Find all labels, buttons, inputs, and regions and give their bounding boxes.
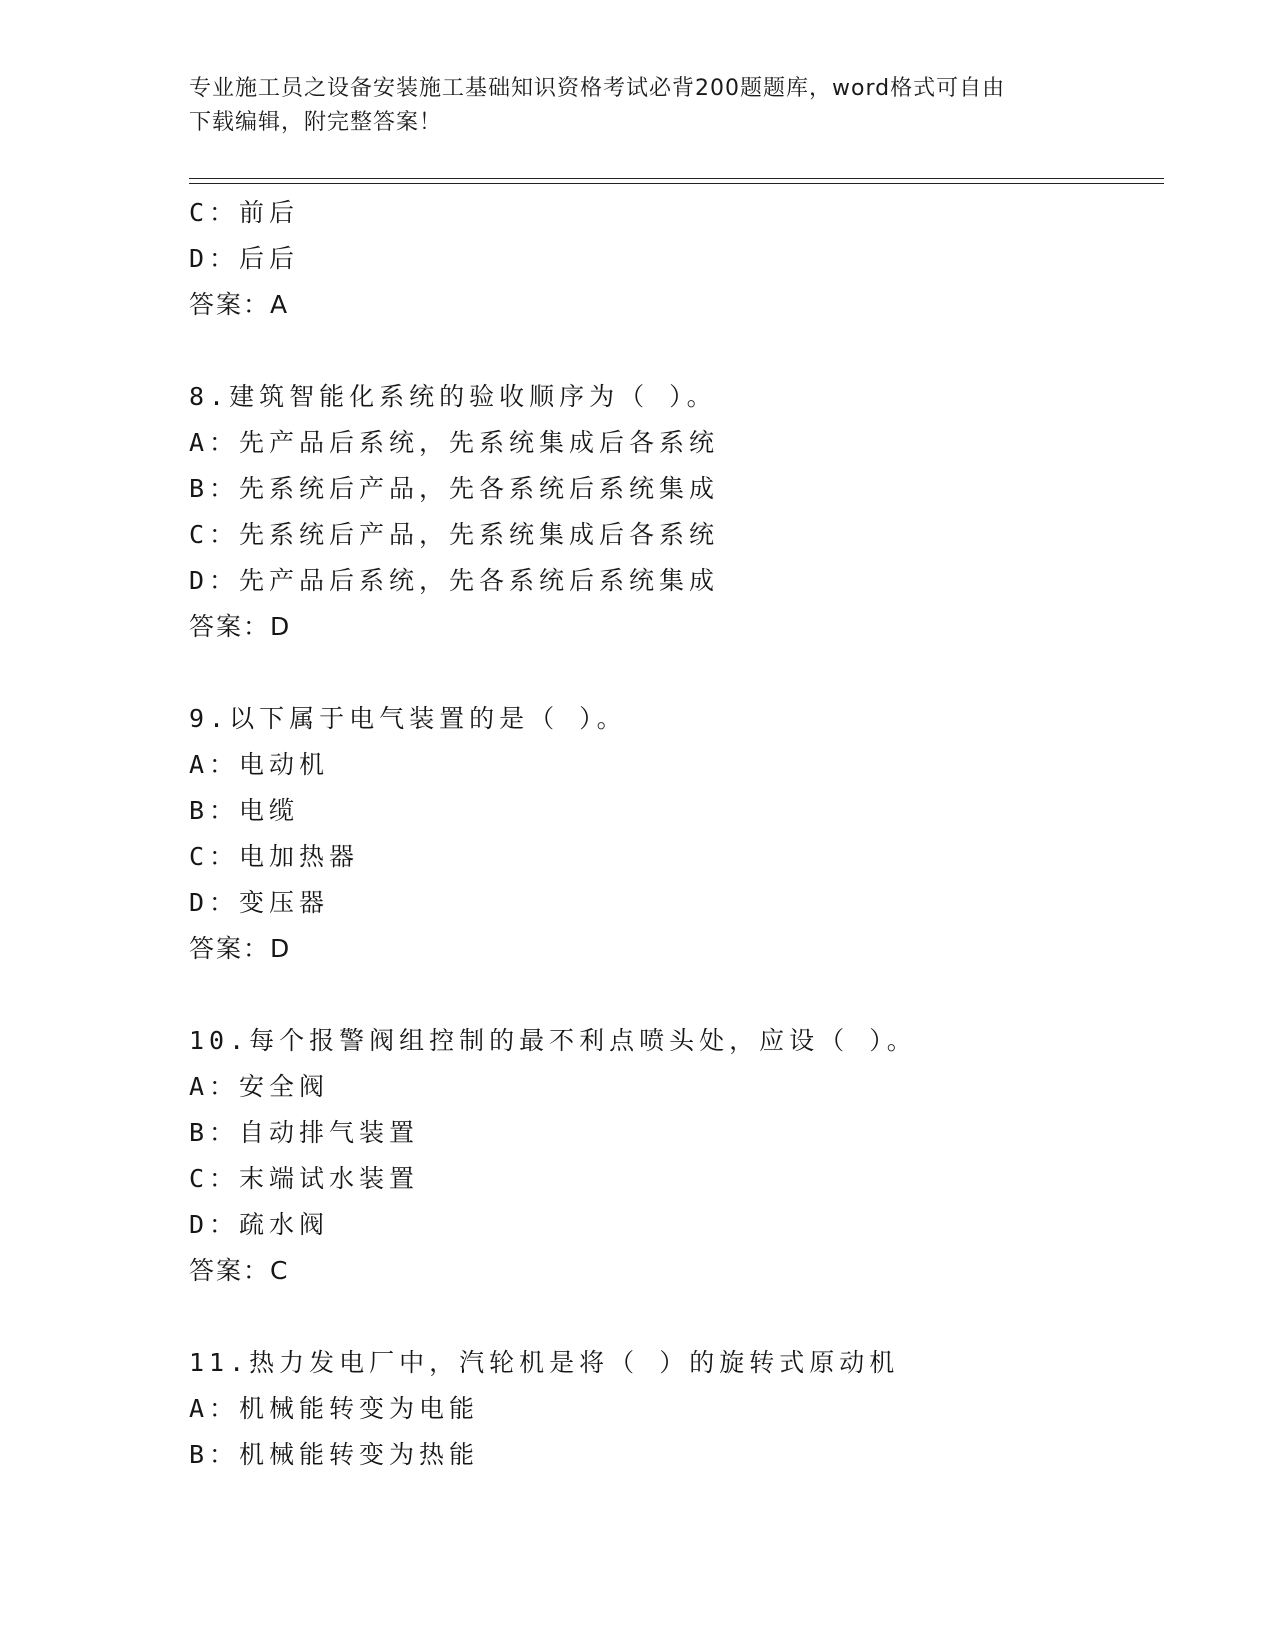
question-stem: 10.每个报警阀组控制的最不利点喷头处，应设（ ）。: [189, 1026, 917, 1055]
spacer: [189, 972, 1164, 1018]
question-7-continued: [189, 190, 1164, 328]
header-divider-bottom: [189, 183, 1164, 184]
option-c: C：前后: [189, 198, 300, 227]
option-d: D：疏水阀: [189, 1210, 330, 1239]
answer: 答案：D: [189, 934, 292, 963]
question-8: [189, 374, 1164, 650]
header-line-2: 下载编辑，附完整答案！: [189, 110, 443, 135]
answer: 答案：A: [189, 290, 290, 319]
option-a: A：电动机: [189, 750, 330, 779]
header-divider-top: [189, 178, 1164, 179]
question-stem: 9.以下属于电气装置的是（ ）。: [189, 704, 627, 733]
option-b: B：先系统后产品，先各系统后系统集成: [189, 474, 720, 503]
option-a: A：先产品后系统，先系统集成后各系统: [189, 428, 720, 457]
question-10: [189, 1018, 1164, 1294]
option-d: D：变压器: [189, 888, 330, 917]
option-d: D：先产品后系统，先各系统后系统集成: [189, 566, 720, 595]
question-list: [189, 190, 1164, 1478]
question-11: [189, 1340, 1164, 1478]
header-line-1: 专业施工员之设备安装施工基础知识资格考试必背200题题库，word格式可自由: [189, 76, 1006, 101]
option-d: D：后后: [189, 244, 300, 273]
spacer: [189, 1294, 1164, 1340]
option-c: C：电加热器: [189, 842, 360, 871]
option-b: B：机械能转变为热能: [189, 1440, 480, 1469]
answer: 答案：C: [189, 1256, 290, 1285]
option-b: B：自动排气装置: [189, 1118, 420, 1147]
question-9: [189, 696, 1164, 972]
option-a: A：机械能转变为电能: [189, 1394, 480, 1423]
spacer: [189, 328, 1164, 374]
question-stem: 11.热力发电厂中，汽轮机是将（ ）的旋转式原动机: [189, 1348, 900, 1377]
option-b: B：电缆: [189, 796, 300, 825]
option-c: C：先系统后产品，先系统集成后各系统: [189, 520, 720, 549]
option-c: C：末端试水装置: [189, 1164, 420, 1193]
page-header: [189, 72, 1089, 140]
answer: 答案：D: [189, 612, 292, 641]
question-stem: 8.建筑智能化系统的验收顺序为（ ）。: [189, 382, 717, 411]
option-a: A：安全阀: [189, 1072, 330, 1101]
spacer: [189, 650, 1164, 696]
